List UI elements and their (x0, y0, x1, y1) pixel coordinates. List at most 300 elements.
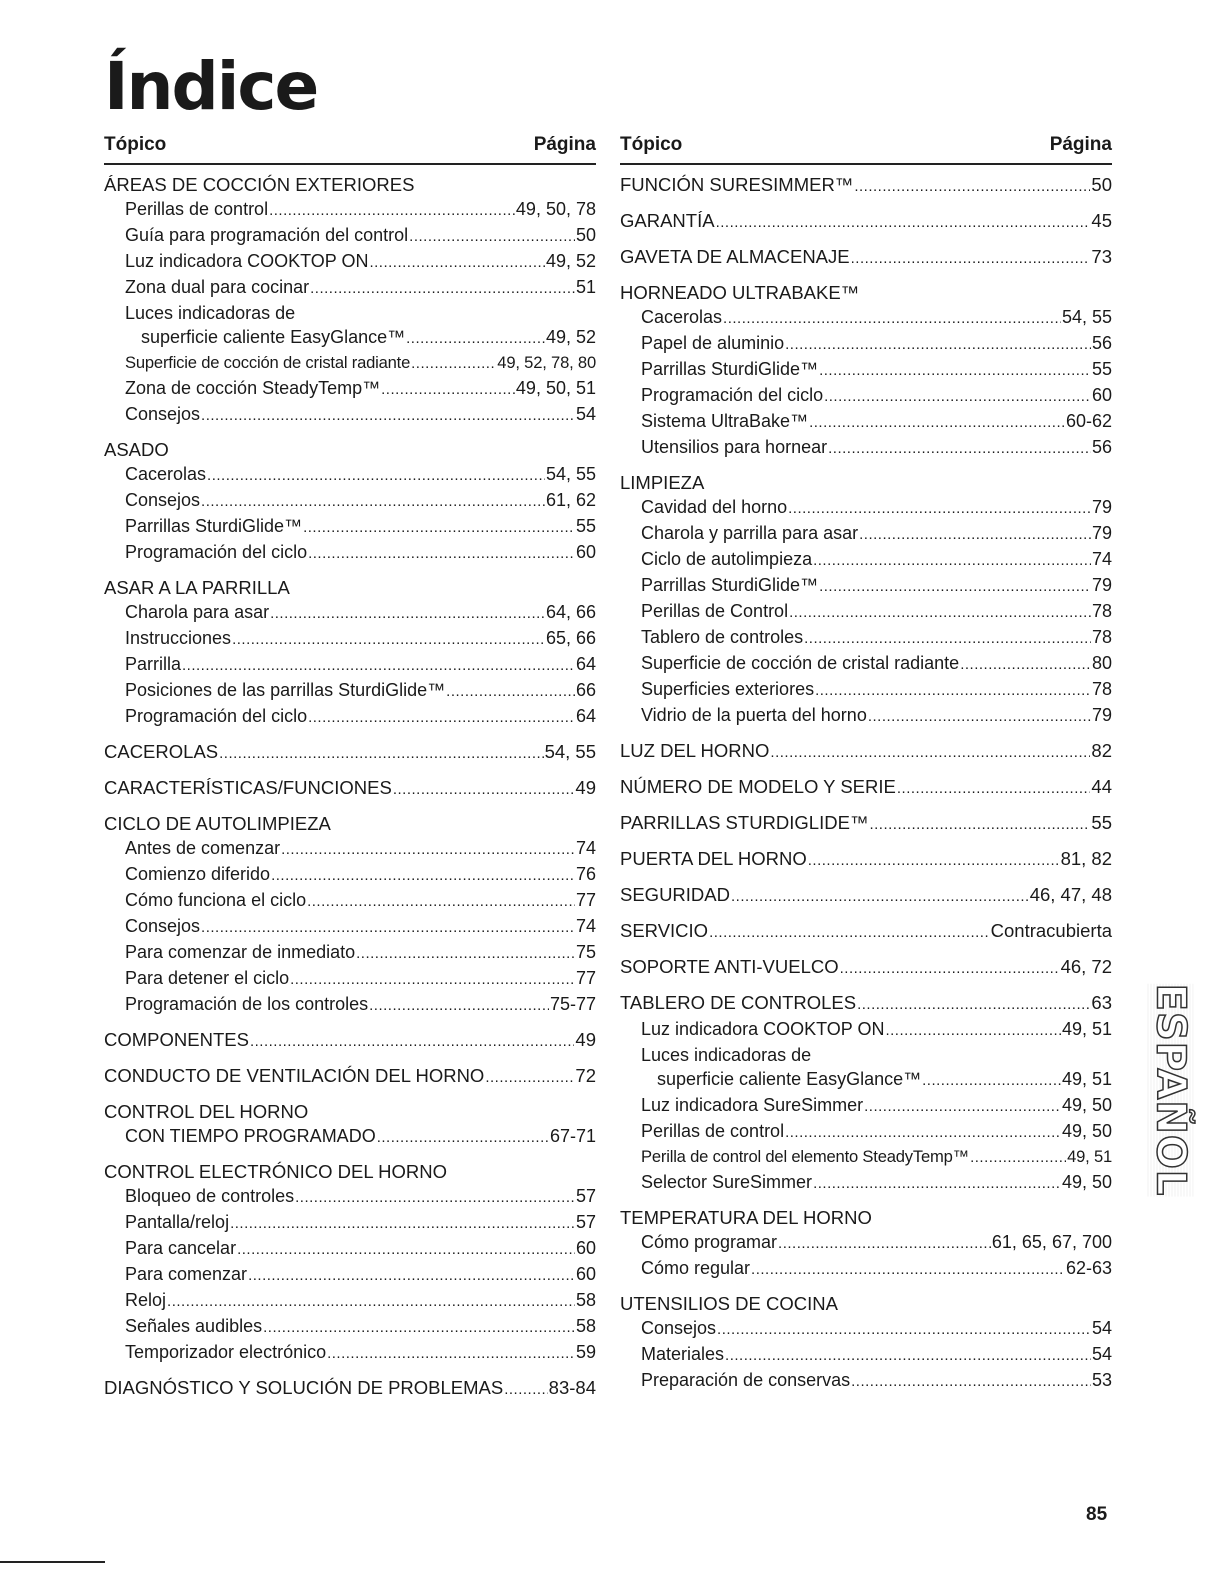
index-entry (104, 301, 596, 325)
entry-page: 54, 55 (544, 741, 596, 762)
index-entry (620, 883, 1112, 909)
entry-label: TABLERO DE CONTROLES (620, 992, 857, 1013)
index-entry (104, 1160, 596, 1184)
topic-header: Tópico (104, 134, 167, 155)
index-section (104, 1028, 596, 1054)
index-entry (104, 1064, 596, 1090)
dot-leader (167, 1288, 575, 1314)
entry-label: Zona de cocción SteadyTemp™ (125, 378, 381, 398)
index-entry (620, 357, 1112, 383)
index-entry (620, 1230, 1112, 1256)
column-header (620, 134, 1112, 165)
index-entry (620, 1093, 1112, 1119)
entry-page: 46, 72 (1060, 956, 1112, 977)
dot-leader (369, 249, 545, 275)
entry-label: Consejos (641, 1318, 717, 1338)
entry-label: Parrillas SturdiGlide™ (641, 575, 819, 595)
dot-leader (271, 862, 575, 888)
entry-page: 49, 50, 51 (515, 378, 596, 398)
index-entry (104, 1288, 596, 1314)
index-entry (104, 940, 596, 966)
entry-page: 61, 62 (545, 490, 596, 510)
index-entry (620, 173, 1112, 199)
index-entry (620, 521, 1112, 547)
entry-label: DIAGNÓSTICO Y SOLUCIÓN DE PROBLEMAS (104, 1377, 504, 1398)
entry-page: 78 (1091, 627, 1112, 647)
entry-label: Para comenzar (125, 1264, 248, 1284)
entry-label: Comienzo diferido (125, 864, 271, 884)
index-entry (104, 776, 596, 802)
index-entry (620, 281, 1112, 305)
index-entry (104, 1184, 596, 1210)
dot-leader (377, 1124, 549, 1150)
entry-label: ÁREAS DE COCCIÓN EXTERIORES (104, 174, 415, 195)
index-entry (104, 173, 596, 197)
index-section (104, 1376, 596, 1402)
index-section (620, 775, 1112, 801)
dot-leader (723, 305, 1061, 331)
entry-label: Selector SureSimmer (641, 1172, 813, 1192)
index-entry (620, 991, 1112, 1017)
entry-label: COMPONENTES (104, 1029, 249, 1050)
index-entry (104, 704, 596, 730)
dot-leader (381, 376, 515, 402)
entry-page: 54, 55 (1061, 307, 1112, 327)
dot-leader (250, 1028, 574, 1054)
entry-label: PARRILLAS STURDIGLIDE™ (620, 812, 869, 833)
entry-label: TEMPERATURA DEL HORNO (620, 1207, 872, 1228)
entry-page: 45 (1091, 210, 1112, 231)
entry-label: Perillas de control (125, 199, 269, 219)
index-entry (104, 678, 596, 704)
dot-leader (201, 402, 575, 428)
entry-page: 49, 50 (1061, 1095, 1112, 1115)
entry-label: Ciclo de autolimpieza (641, 549, 813, 569)
index-entry (620, 1145, 1112, 1170)
index-entry (104, 888, 596, 914)
index-column-left (104, 134, 596, 1402)
entry-label: superficie caliente EasyGlance™ (141, 327, 406, 347)
entry-page: 53 (1091, 1370, 1112, 1390)
entry-page: 49, 51 (1061, 1069, 1112, 1089)
entry-page: 74 (1091, 549, 1112, 569)
dot-leader (851, 245, 1091, 271)
index-section (620, 955, 1112, 981)
entry-page: 78 (1091, 601, 1112, 621)
index-entry (620, 547, 1112, 573)
entry-page: 80 (1091, 653, 1112, 673)
page-header: Página (1049, 134, 1112, 155)
dot-leader (237, 1236, 575, 1262)
index-section (620, 281, 1112, 461)
entry-page: 49, 52 (545, 327, 596, 347)
entry-label: GARANTÍA (620, 210, 715, 231)
index-entry (620, 1368, 1112, 1394)
entry-label: Perilla de control del elemento SteadyTemp™ (641, 1147, 970, 1166)
index-entry (104, 740, 596, 766)
index-entry (104, 462, 596, 488)
entry-page: 61, 65, 67, 700 (991, 1232, 1112, 1252)
dot-leader (356, 940, 575, 966)
index-section (620, 847, 1112, 873)
index-section (620, 1292, 1112, 1394)
index-entry (104, 992, 596, 1018)
dot-leader (789, 599, 1091, 625)
dot-leader (851, 1368, 1091, 1394)
entry-page: 60 (575, 1264, 596, 1284)
entry-page: 77 (575, 890, 596, 910)
index-entry (104, 652, 596, 678)
index-entry (104, 249, 596, 275)
dot-leader (290, 966, 575, 992)
index-entry (620, 1043, 1112, 1067)
entry-page: 49, 50, 78 (515, 199, 596, 219)
entry-label: Luz indicadora COOKTOP ON (125, 251, 369, 271)
entry-label: Luces indicadoras de (641, 1045, 812, 1065)
entry-page: 55 (1091, 812, 1112, 833)
dot-leader (885, 1017, 1061, 1043)
index-entry (620, 573, 1112, 599)
dot-leader (201, 914, 575, 940)
entry-page: 79 (1091, 497, 1112, 517)
index-entries-right (620, 173, 1112, 1394)
index-entry (104, 540, 596, 566)
dot-leader (281, 836, 575, 862)
entry-label: Consejos (125, 490, 201, 510)
dot-leader (869, 811, 1090, 837)
dot-leader (815, 677, 1091, 703)
entry-page: 75-77 (549, 994, 596, 1014)
dot-leader (804, 625, 1091, 651)
entry-label: Preparación de conservas (641, 1370, 851, 1390)
index-section (620, 173, 1112, 199)
index-section (620, 883, 1112, 909)
entry-label: CONTROL DEL HORNO (104, 1101, 309, 1122)
dot-leader (897, 775, 1091, 801)
index-entry (104, 376, 596, 402)
index-section (620, 991, 1112, 1196)
entry-label: Parrilla (125, 654, 182, 674)
dot-leader (809, 409, 1065, 435)
entry-label: Posiciones de las parrillas SturdiGlide™ (125, 680, 446, 700)
entry-page: 79 (1091, 705, 1112, 725)
index-entry (104, 1262, 596, 1288)
entry-label: Sistema UltraBake™ (641, 411, 809, 431)
entry-label: Luces indicadoras de (125, 303, 296, 323)
entry-label: Antes de comenzar (125, 838, 281, 858)
index-section (620, 245, 1112, 271)
dot-leader (369, 992, 549, 1018)
dot-leader (717, 1316, 1091, 1342)
dot-leader (393, 776, 575, 802)
entry-page: 49, 52 (545, 251, 596, 271)
index-entry (620, 651, 1112, 677)
index-entry (104, 223, 596, 249)
entry-label: Cavidad del horno (641, 497, 788, 517)
dot-leader (819, 573, 1091, 599)
entry-page: 83-84 (548, 1377, 596, 1398)
index-entry (104, 438, 596, 462)
dot-leader (219, 740, 543, 766)
index-entry (620, 847, 1112, 873)
entry-label: Cómo programar (641, 1232, 778, 1252)
entry-page: 76 (575, 864, 596, 884)
entry-page: 72 (575, 1065, 596, 1086)
dot-leader (770, 739, 1090, 765)
entry-label: LUZ DEL HORNO (620, 740, 770, 761)
entry-page: 49 (575, 777, 596, 798)
entry-label: Consejos (125, 404, 201, 424)
dot-leader (785, 1119, 1061, 1145)
entry-page: 54 (575, 404, 596, 424)
entry-label: CONTROL ELECTRÓNICO DEL HORNO (104, 1161, 447, 1182)
entry-page: Contracubierta (990, 920, 1112, 941)
entry-label: Programación de los controles (125, 994, 369, 1014)
entry-label: UTENSILIOS DE COCINA (620, 1293, 838, 1314)
index-entry (620, 305, 1112, 331)
index-entry (620, 625, 1112, 651)
dot-leader (232, 626, 545, 652)
dot-leader (778, 1230, 991, 1256)
index-section (104, 1100, 596, 1150)
page-header: Página (533, 134, 596, 155)
index-entry (620, 471, 1112, 495)
index-entry (104, 1340, 596, 1366)
index-section (104, 438, 596, 566)
entry-page: 77 (575, 968, 596, 988)
index-entry (104, 1376, 596, 1402)
index-entry (104, 914, 596, 940)
index-entry (620, 1067, 1112, 1093)
entry-label: FUNCIÓN SURESIMMER™ (620, 174, 854, 195)
entry-page: 59 (575, 1342, 596, 1362)
index-entry (104, 488, 596, 514)
index-entry (620, 811, 1112, 837)
entry-label: Luz indicadora COOKTOP ON (641, 1019, 885, 1039)
entry-label: Materiales (641, 1344, 725, 1364)
entry-page: 63 (1091, 992, 1112, 1013)
index-section (104, 812, 596, 1018)
entry-page: 64 (575, 654, 596, 674)
index-entry (104, 1314, 596, 1340)
dot-leader (731, 883, 1029, 909)
dot-leader (485, 1064, 574, 1090)
index-entry (620, 383, 1112, 409)
entry-label: Charola y parrilla para asar (641, 523, 859, 543)
entry-label: CACEROLAS (104, 741, 219, 762)
entry-page: 73 (1091, 246, 1112, 267)
index-entry (620, 1017, 1112, 1043)
dot-leader (269, 197, 515, 223)
index-entry (104, 1100, 596, 1124)
entry-label: Reloj (125, 1290, 167, 1310)
entry-page: 50 (575, 225, 596, 245)
entry-page: 62-63 (1065, 1258, 1112, 1278)
index-entry (104, 1124, 596, 1150)
index-entry (104, 275, 596, 301)
entry-label: Cacerolas (641, 307, 723, 327)
entry-page: 57 (575, 1186, 596, 1206)
page-number: 85 (1086, 1504, 1108, 1525)
entry-label: Temporizador electrónico (125, 1342, 327, 1362)
page-title: Índice (104, 48, 318, 125)
index-entry (620, 245, 1112, 271)
entry-page: 49 (575, 1029, 596, 1050)
dot-leader (808, 847, 1060, 873)
index-section (104, 173, 596, 428)
entry-label: CONDUCTO DE VENTILACIÓN DEL HORNO (104, 1065, 485, 1086)
index-entry (104, 966, 596, 992)
dot-leader (327, 1340, 575, 1366)
entry-page: 82 (1091, 740, 1112, 761)
index-entry (620, 955, 1112, 981)
index-entry (620, 1256, 1112, 1282)
entry-label: Zona dual para cocinar (125, 277, 310, 297)
entry-label: ASAR A LA PARRILLA (104, 577, 290, 598)
dot-leader (406, 325, 545, 351)
dot-leader (409, 223, 575, 249)
entry-page: 55 (1091, 359, 1112, 379)
index-entries-left (104, 173, 596, 1402)
dot-leader (295, 1184, 575, 1210)
entry-page: 46, 47, 48 (1029, 884, 1112, 905)
entry-label: Pantalla/reloj (125, 1212, 230, 1232)
side-tab-label: ESPAÑOL (1147, 983, 1194, 1197)
entry-label: Bloqueo de controles (125, 1186, 295, 1206)
topic-header: Tópico (620, 134, 683, 155)
entry-label: CON TIEMPO PROGRAMADO (125, 1126, 376, 1146)
dot-leader (788, 495, 1091, 521)
entry-label: ASADO (104, 439, 169, 460)
index-entry (104, 1236, 596, 1262)
entry-page: 50 (1091, 174, 1112, 195)
index-section (620, 1206, 1112, 1282)
entry-label: Para cancelar (125, 1238, 237, 1258)
dot-leader (716, 209, 1091, 235)
index-entry (620, 599, 1112, 625)
dot-leader (310, 275, 575, 301)
entry-page: 79 (1091, 523, 1112, 543)
entry-label: Utensilios para hornear (641, 437, 828, 457)
entry-label: Perillas de control (641, 1121, 785, 1141)
dot-leader (824, 383, 1091, 409)
entry-page: 60 (575, 542, 596, 562)
index-section (620, 811, 1112, 837)
dot-leader (504, 1376, 547, 1402)
column-header (104, 134, 596, 165)
dot-leader (263, 1314, 575, 1340)
index-entry (620, 775, 1112, 801)
index-entry (620, 1292, 1112, 1316)
dot-leader (854, 173, 1090, 199)
entry-page: 49, 50 (1061, 1172, 1112, 1192)
entry-label: SEGURIDAD (620, 884, 730, 905)
entry-label: GAVETA DE ALMACENAJE (620, 246, 850, 267)
entry-page: 60-62 (1065, 411, 1112, 431)
index-entry (620, 677, 1112, 703)
index-section (104, 576, 596, 730)
entry-page: 65, 66 (545, 628, 596, 648)
entry-page: 49, 51 (1061, 1019, 1112, 1039)
entry-page: 64 (575, 706, 596, 726)
entry-label: SERVICIO (620, 920, 709, 941)
dot-leader (308, 540, 575, 566)
language-side-tab (1147, 975, 1194, 1205)
entry-label: Guía para programación del control (125, 225, 409, 245)
entry-page: 58 (575, 1316, 596, 1336)
index-entry (104, 600, 596, 626)
dot-leader (922, 1067, 1061, 1093)
index-entry (104, 402, 596, 428)
entry-label: NÚMERO DE MODELO Y SERIE (620, 776, 896, 797)
entry-label: Superficie de cocción de cristal radiante (641, 653, 960, 673)
dot-leader (828, 435, 1091, 461)
dot-leader (248, 1262, 575, 1288)
dot-leader (960, 651, 1091, 677)
entry-label: PUERTA DEL HORNO (620, 848, 807, 869)
entry-label: Papel de aluminio (641, 333, 785, 353)
entry-label: Instrucciones (125, 628, 232, 648)
index-entry (104, 325, 596, 351)
entry-label: Para comenzar de inmediato (125, 942, 356, 962)
entry-label: Superficies exteriores (641, 679, 815, 699)
index-section (620, 919, 1112, 945)
dot-leader (840, 955, 1060, 981)
index-entry (620, 1316, 1112, 1342)
index-entry (104, 1028, 596, 1054)
entry-label: Cómo funciona el ciclo (125, 890, 307, 910)
entry-page: 58 (575, 1290, 596, 1310)
dot-leader (308, 704, 575, 730)
entry-label: Parrillas SturdiGlide™ (641, 359, 819, 379)
dot-leader (970, 1145, 1066, 1170)
index-entry (104, 351, 596, 376)
index-entry (104, 514, 596, 540)
dot-leader (785, 331, 1091, 357)
entry-page: 56 (1091, 437, 1112, 457)
entry-label: superficie caliente EasyGlance™ (657, 1069, 922, 1089)
bottom-rule (0, 1561, 105, 1563)
dot-leader (270, 600, 545, 626)
entry-label: Perillas de Control (641, 601, 789, 621)
entry-label: Señales audibles (125, 1316, 263, 1336)
index-section (104, 1160, 596, 1366)
entry-page: 81, 82 (1060, 848, 1112, 869)
index-entry (104, 576, 596, 600)
dot-leader (182, 652, 575, 678)
entry-page: 66 (575, 680, 596, 700)
index-entry (104, 836, 596, 862)
entry-page: 78 (1091, 679, 1112, 699)
index-entry (620, 409, 1112, 435)
index-entry (620, 209, 1112, 235)
entry-page: 54, 55 (545, 464, 596, 484)
entry-page: 54 (1091, 1344, 1112, 1364)
entry-page: 49, 52, 78, 80 (497, 353, 596, 372)
index-entry (620, 435, 1112, 461)
entry-page: 60 (1091, 385, 1112, 405)
entry-page: 56 (1091, 333, 1112, 353)
entry-label: Programación del ciclo (641, 385, 824, 405)
dot-leader (709, 919, 990, 945)
dot-leader (230, 1210, 575, 1236)
index-section (620, 739, 1112, 765)
entry-label: Cómo regular (641, 1258, 751, 1278)
entry-page: 57 (575, 1212, 596, 1232)
dot-leader (307, 888, 575, 914)
entry-page: 51 (575, 277, 596, 297)
entry-label: Programación del ciclo (125, 542, 308, 562)
